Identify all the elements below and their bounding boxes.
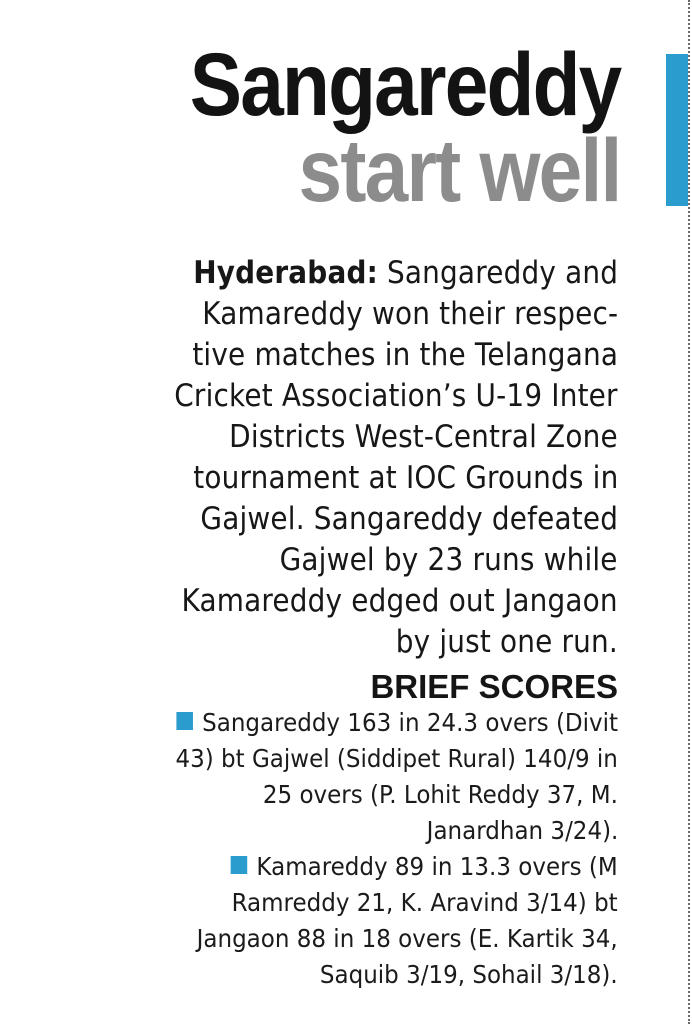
headline-line-2: start well — [298, 120, 620, 220]
body-line-8: Gajwel by 23 runs while — [279, 542, 618, 578]
score-2-line-4: Saquib 3/19, Sohail 3/18). — [320, 960, 618, 989]
body-line-4: Cricket Association’s U-19 Inter — [174, 378, 618, 414]
score-1-line-3: 25 overs (P. Lohit Reddy 37, M. — [262, 780, 618, 809]
headline — [131, 34, 620, 220]
score-2-line-2: Ramreddy 21, K. Aravind 3/14) bt — [231, 888, 618, 917]
square-bullet-icon — [231, 856, 248, 874]
body-line-5: Districts West-Central Zone — [229, 419, 618, 455]
body-line-3: tive matches in the Telangana — [192, 337, 618, 373]
score-1-line-1 — [176, 708, 618, 738]
score-2-line-1 — [231, 852, 618, 882]
headline-line-1: Sangareddy — [189, 34, 620, 134]
square-bullet-icon — [176, 712, 193, 730]
score-1-line-4: Janardhan 3/24). — [426, 816, 618, 845]
score-1-line-1-text: Sangareddy 163 in 24.3 overs (Divit — [202, 708, 618, 737]
body-line-10: by just one run. — [395, 624, 618, 660]
accent-bar — [666, 54, 688, 206]
score-2-line-3: Jangaon 88 in 18 overs (E. Kartik 34, — [196, 924, 618, 953]
body-line-6: tournament at IOC Grounds in — [192, 460, 618, 496]
score-2-line-1-text: Kamareddy 89 in 13.3 overs (M — [256, 852, 618, 881]
body-line-2: Kamareddy won their respec- — [201, 296, 618, 332]
body-line-1-text: Sangareddy and — [377, 255, 618, 291]
dateline: Hyderabad: — [193, 255, 378, 291]
scores-heading: BRIEF SCORES — [370, 668, 618, 705]
body-line-9: Kamareddy edged out Jangaon — [181, 583, 618, 619]
body-line-1 — [193, 254, 618, 292]
body-line-7: Gajwel. Sangareddy defeated — [200, 501, 618, 537]
column-divider — [688, 0, 690, 1024]
score-1-line-2: 43) bt Gajwel (Siddipet Rural) 140/9 in — [175, 744, 618, 773]
